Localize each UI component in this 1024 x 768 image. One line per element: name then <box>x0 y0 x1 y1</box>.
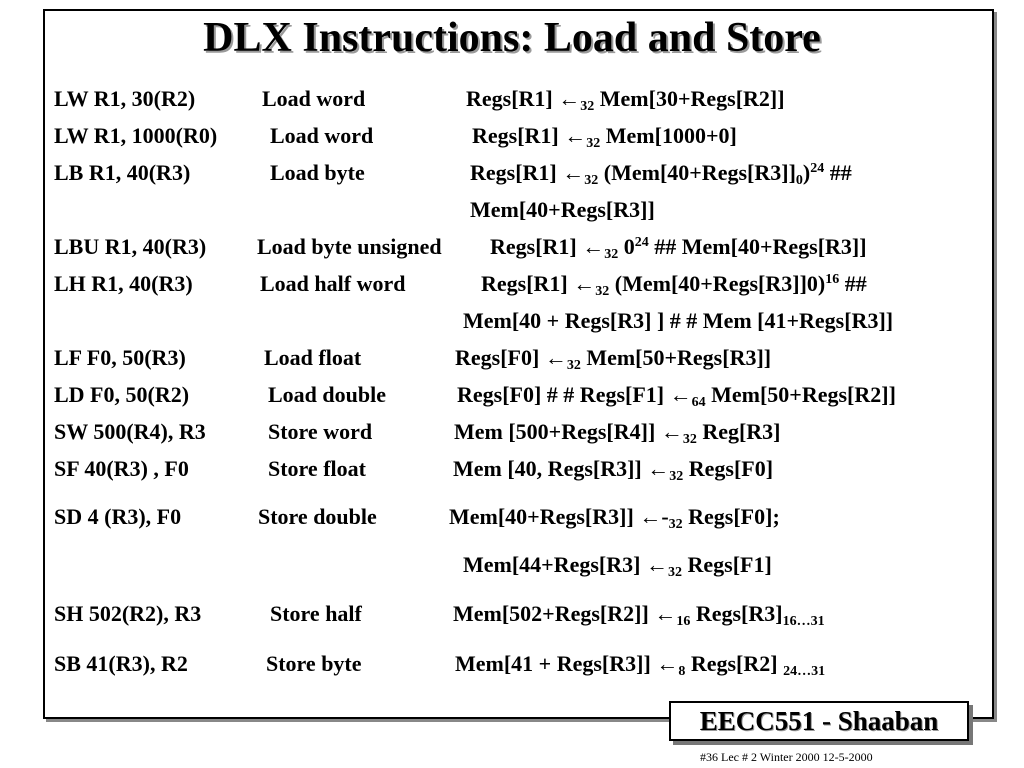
description-load-float: Load float <box>264 345 362 370</box>
assign-arrow-icon: ← <box>562 160 585 185</box>
description-load-word: Load word <box>262 86 366 111</box>
operation-lh: Regs[R1] $\leftarrow_{32}$ (Mem[40+Regs[R3]]0)$^{16}$ ## <box>481 271 867 299</box>
operation-sw: Mem [500+Regs[R4]] $\leftarrow_{32}$ Reg[R3] <box>454 419 781 447</box>
assign-arrow-icon: ←- <box>639 504 669 529</box>
slide-title: DLX Instructions: Load and Store <box>203 15 821 61</box>
assign-arrow-icon: ← <box>645 552 668 577</box>
instruction-sh: SH 502(R2), R3 <box>54 601 202 626</box>
description-load-double: Load double <box>268 382 386 407</box>
operation-sd: Mem[40+Regs[R3]] $\leftarrow-_{32}$ Regs[F0]; <box>449 504 780 532</box>
instruction-lb: LB R1, 40(R3) <box>54 160 191 185</box>
assign-arrow-icon: ← <box>654 601 677 626</box>
instruction-lw-r1-30: LW R1, 30(R2) <box>54 86 196 111</box>
assign-arrow-icon: ← <box>656 651 679 676</box>
instruction-ld: LD F0, 50(R2) <box>54 382 190 407</box>
description-load-word-2: Load word <box>270 123 374 148</box>
instruction-lw-r1-1000: LW R1, 1000(R0) <box>54 123 218 148</box>
description-load-half-word: Load half word <box>260 271 406 296</box>
operation-sh: Mem[502+Regs[R2]] $\leftarrow_{16}$ $Regs[R3]_{16\dots 31}$ <box>453 601 825 629</box>
assign-arrow-icon: ← <box>647 456 670 481</box>
description-store-word: Store word <box>268 419 373 444</box>
operation-lh-continuation: Mem[40 + Regs[R3] ] # # Mem [41+Regs[R3]] <box>463 308 894 333</box>
operation-ld: Regs[F0] # # Regs[F1] $\leftarrow_{64}$ Mem[50+Regs[R2]] <box>457 382 896 410</box>
operation-lw-r1-1000: Regs[R1] $\leftarrow_{32}$ Mem[1000+0] <box>472 123 737 151</box>
slide-footer: #36 Lec # 2 Winter 2000 12-5-2000 <box>700 750 873 764</box>
instruction-lf: LF F0, 50(R3) <box>54 345 186 370</box>
instruction-sf: SF 40(R3) , F0 <box>54 456 189 481</box>
assign-arrow-icon: ← <box>573 271 596 296</box>
assign-arrow-icon: ← <box>564 123 587 148</box>
instruction-sb: SB 41(R3), R2 <box>54 651 188 676</box>
operation-lf: Regs[F0] $\leftarrow_{32}$ Mem[50+Regs[R3]] <box>455 345 772 373</box>
operation-lbu: Regs[R1] $\leftarrow_{32}$ $0^{24}$ ## Mem[40+Regs[R3]] <box>490 234 867 262</box>
assign-arrow-icon: ← <box>544 345 567 370</box>
description-store-double: Store double <box>258 504 377 529</box>
assign-arrow-icon: ← <box>669 382 692 407</box>
description-store-half: Store half <box>270 601 362 626</box>
operation-lw-r1-30: Regs[R1] $\leftarrow_{32}$ Mem[30+Regs[R2]] <box>466 86 785 114</box>
assign-arrow-icon: ← <box>558 86 581 111</box>
operation-lb-continuation: Mem[40+Regs[R3]] <box>470 197 655 222</box>
description-load-byte-unsigned: Load byte unsigned <box>257 234 442 259</box>
assign-arrow-icon: ← <box>582 234 605 259</box>
course-brand-box: EECC551 - Shaaban <box>669 701 969 741</box>
description-store-byte: Store byte <box>266 651 362 676</box>
description-store-float: Store float <box>268 456 366 481</box>
operation-sd-continuation: Mem[44+Regs[R3] $\leftarrow_{32}$ Regs[F1] <box>463 552 772 580</box>
instruction-lh: LH R1, 40(R3) <box>54 271 193 296</box>
instruction-sw: SW 500(R4), R3 <box>54 419 206 444</box>
instruction-lbu: LBU R1, 40(R3) <box>54 234 207 259</box>
description-load-byte: Load byte <box>270 160 365 185</box>
assign-arrow-icon: ← <box>660 419 683 444</box>
instruction-sd: SD 4 (R3), F0 <box>54 504 182 529</box>
operation-sf: Mem [40, Regs[R3]] $\leftarrow_{32}$ Regs[F0] <box>453 456 774 484</box>
operation-sb: Mem[41 + Regs[R3]] $\leftarrow_8$ Regs[R2] $_{24\dots 31}$ <box>455 651 826 679</box>
operation-lb: Regs[R1] $\leftarrow_{32}$ $(Mem[40+Regs[R3]]_0)^{24}$ ## <box>470 160 852 188</box>
